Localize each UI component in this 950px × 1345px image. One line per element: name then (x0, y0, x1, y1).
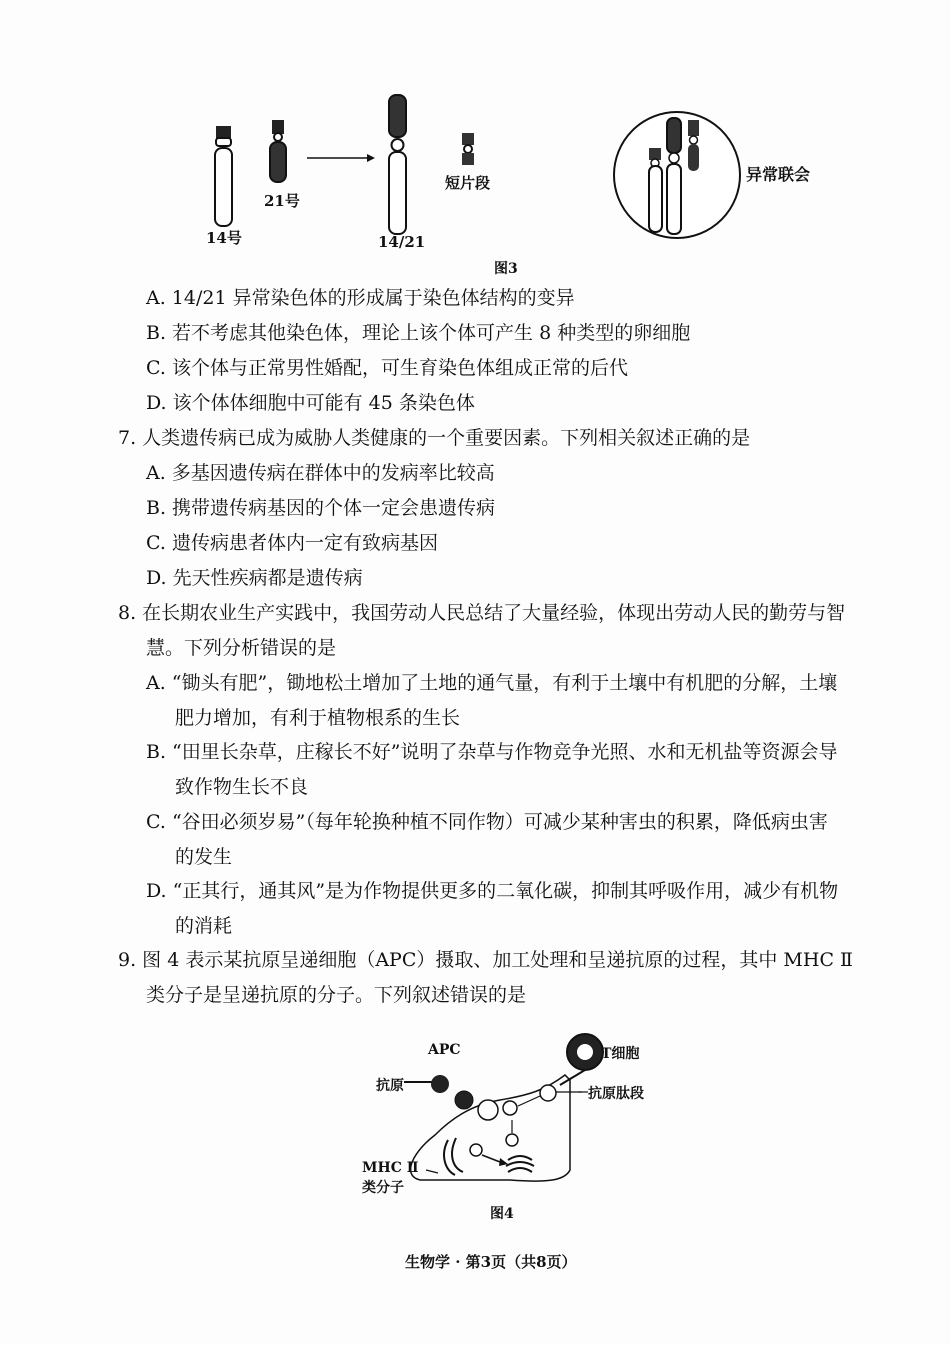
q7-stem: 7. 人类遗传病已成为威胁人类健康的一个重要因素。下列相关叙述正确的是 (118, 427, 751, 449)
label-t-cell: T细胞 (601, 1046, 640, 1062)
golgi-icon (506, 1156, 534, 1172)
q8-option-c-continued: 的发生 (175, 846, 233, 868)
q9-stem-continued: 类分子是呈递抗原的分子。下列叙述错误的是 (146, 984, 527, 1006)
q6-option-b: B. 若不考虑其他染色体，理论上该个体可产生 8 种类型的卵细胞 (146, 322, 691, 344)
short-fragment (458, 130, 478, 170)
q8-stem: 8. 在长期农业生产实践中，我国劳动人民总结了大量经验，体现出劳动人民的勤劳与智 (118, 602, 846, 624)
label-chromosome-14: 14号 (206, 229, 242, 247)
q8-option-a: A. “锄头有肥”，锄地松土增加了土地的通气量，有利于土壤中有机肥的分解，土壤 (146, 672, 838, 694)
label-mhc-ii-molecule: 类分子 (362, 1180, 404, 1196)
arrow-icon (307, 154, 375, 162)
chromosome-14-21 (389, 95, 406, 234)
label-mhc-ii: MHC Ⅱ (362, 1160, 419, 1176)
q8-option-c: C. “谷田必须岁易”（每年轮换种植不同作物）可减少某种害虫的积累，降低病虫害 (146, 811, 828, 833)
q8-option-b-continued: 致作物生长不良 (175, 776, 309, 798)
q8-option-b: B. “田里长杂草，庄稼长不好”说明了杂草与作物竞争光照、水和无机盐等资源会导 (146, 741, 838, 763)
q7-option-c: C. 遗传病患者体内一定有致病基因 (146, 532, 438, 554)
q7-option-b: B. 携带遗传病基因的个体一定会患遗传病 (146, 497, 496, 519)
label-short-fragment: 短片段 (445, 174, 491, 192)
label-chromosome-14-21: 14/21 (378, 233, 426, 251)
q7-option-a: A. 多基因遗传病在群体中的发病率比较高 (146, 462, 495, 484)
label-antigen: 抗原 (376, 1078, 404, 1094)
q6-option-c: C. 该个体与正常男性婚配，可生育染色体组成正常的后代 (146, 357, 628, 379)
q8-stem-continued: 慧。下列分析错误的是 (146, 637, 337, 659)
label-apc: APC (428, 1042, 461, 1058)
q9-stem: 9. 图 4 表示某抗原呈递细胞（APC）摄取、加工处理和呈递抗原的过程，其中 MHC Ⅱ (118, 949, 853, 971)
q6-option-d: D. 该个体体细胞中可能有 45 条染色体 (146, 392, 475, 414)
q8-option-d: D. “正其行，通其风”是为作物提供更多的二氧化碳，抑制其呼吸作用，减少有机物 (146, 880, 839, 902)
q8-option-a-continued: 肥力增加，有利于植物根系的生长 (175, 707, 461, 729)
q6-option-a: A. 14/21 异常染色体的形成属于染色体结构的变异 (146, 287, 575, 309)
abnormal-synapsis-circle (612, 108, 742, 243)
chromosome-14 (215, 126, 232, 226)
figure-4-caption: 图4 (490, 1206, 514, 1222)
label-chromosome-21: 21号 (264, 192, 300, 210)
chromosome-21 (270, 120, 286, 182)
figure-3-caption: 图3 (494, 261, 518, 277)
page-footer: 生物学 · 第3页（共8页） (405, 1253, 577, 1271)
label-abnormal-synapsis: 异常联会 (746, 165, 811, 184)
q7-option-d: D. 先天性疾病都是遗传病 (146, 567, 363, 589)
q8-option-d-continued: 的消耗 (175, 915, 233, 937)
label-antigen-peptide: 抗原肽段 (588, 1086, 644, 1102)
